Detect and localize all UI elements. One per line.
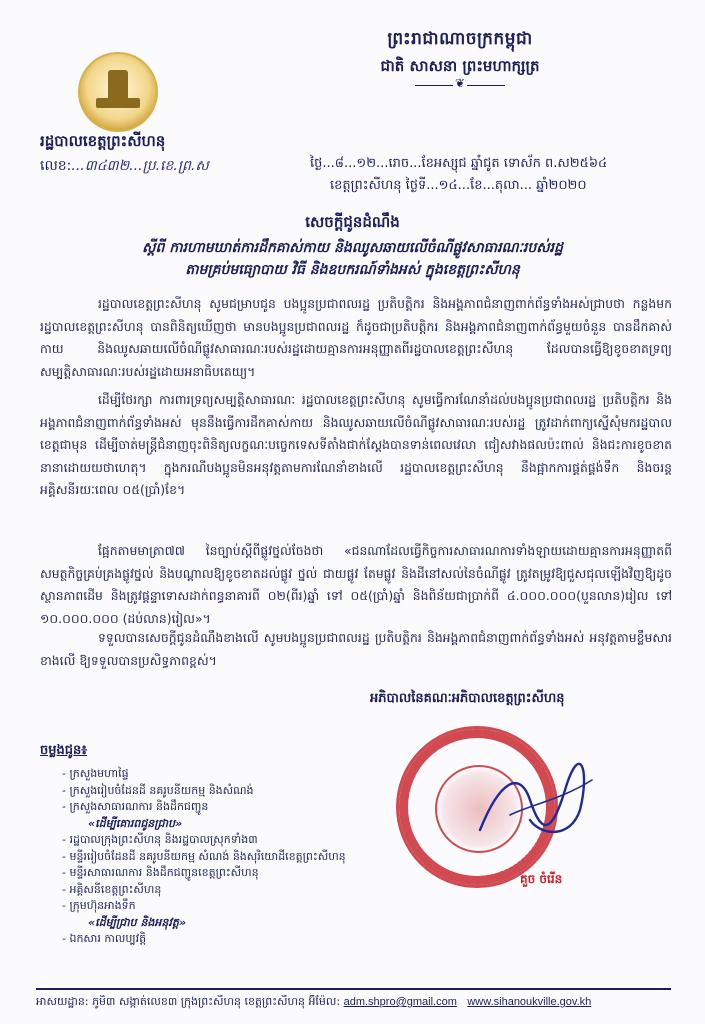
cc-item: - មន្ទីរសាធារណការ និងដឹកជញ្ជូនខេត្តព្រះសីហនុ	[62, 866, 259, 879]
sender-organization: រដ្ឋបាលខេត្តព្រះសីហនុ	[40, 132, 166, 150]
kingdom-name: ព្រះរាជាណាចក្រកម្ពុជា	[387, 29, 533, 49]
document-title: សេចក្ដីជូនដំណឹង	[305, 213, 400, 231]
footer	[36, 995, 676, 1011]
cc-item: - មន្ទីររៀបចំដែនដី នគរូបនីយកម្ម សំណង់ និងសុរិយោដីខេត្តព្រះសីហនុ	[62, 849, 346, 863]
cc-item: - អគ្គិសនីខេត្តព្រះសីហនុ	[62, 882, 162, 896]
kingdom-header	[280, 28, 640, 94]
emblem-base-icon	[96, 98, 140, 108]
cc-item: - ក្រុមហ៊ុនអាងទឹក	[62, 899, 136, 912]
cc-item: - ឯកសារ កាលប្បវត្តិ	[62, 932, 147, 945]
cc-note: «ដើម្បីជ្រាប និងអនុវត្ត»	[88, 915, 186, 929]
footer-website-link[interactable]: www.sihanoukville.gov.kh	[467, 996, 592, 1008]
cc-note: «ដើម្បីគោរពជូនជ្រាប»	[88, 816, 183, 830]
body-paragraph-4: ទទួលបានសេចក្ដីជូនដំណឹងខាងលើ សូមបងប្អូនប្រជាពលរដ្ឋ ប្រតិបត្តិករ និងអង្គភាពជំនាញពាក់ព័ន្ធទាំងអស់ អនុវត្តតាមខ្លឹមសារខាងលើ ឱ្យទទួលបានប្រសិទ្ធភាពខ្ពស់។	[40, 630, 672, 668]
subject-line-1: ស្ដីពី ការហាមឃាត់ការដឹកគាស់កាយ និងឈូសឆាយលើចំណីផ្លូវសាធារណៈរបស់រដ្ឋ	[142, 240, 563, 256]
decorative-divider	[415, 85, 505, 94]
body-paragraph-3: ផ្អែកតាមមាត្រា៧៧ នៃច្បាប់ស្ដីពីផ្លូវថ្នល់ចែងថា «ជនណាដែលធ្វើកិច្ចការសាធារណការទាំងឡាយដោយគ្មានការអនុញ្ញាតពីសមត្ថកិច្ចគ្រប់គ្រងផ្លូវថ្នល់ និងបណ្ដាលឱ្យខូចខាតដល់ផ្លូវ ថ្នល់ ជាយផ្លូវ តែមផ្លូវ និងដីនៅសល់នៃចំណីផ្លូវ ត្រូវតម្រូវឱ្យជួសជុលឡើងវិញឱ្យដូចស្ថានភាពដើម និងត្រូវផ្ដន្ទាទោសដាក់ពន្ធនាគារពី ០២(ពីរ)ឆ្នាំ ទៅ ០៥(ប្រាំ)ឆ្នាំ និងពិន័យជាប្រាក់ពី ៤.០០០.០០០(បួនលាន)រៀល ទៅ ១០.០០០.០០០ (ដប់លាន)រៀល»។	[40, 543, 673, 626]
national-motto: ជាតិ សាសនា ព្រះមហាក្សត្រ	[380, 57, 540, 75]
footer-divider	[36, 988, 671, 990]
signatory-title: អភិបាលនៃគណៈអភិបាលខេត្តព្រះសីហនុ	[370, 691, 565, 706]
provincial-emblem-logo	[78, 52, 158, 132]
cc-item: - ក្រសួងសាធារណការ និងដឹកជញ្ជូន	[62, 800, 209, 813]
solar-date: ខេត្តព្រះសីហនុ ថ្ងៃទី...១៤...ខែ...តុលា... ឆ្នាំ២០២០	[330, 178, 587, 193]
reference-label: លេខ:	[40, 158, 72, 174]
footer-address: អាសយដ្ឋាន: ភូមិ៣ សង្កាត់លេខ៣ ក្រុងព្រះសីហនុ ខេត្តព្រះសីហនុ អ៊ីម៉ែល:	[36, 995, 341, 1008]
cc-item: - រដ្ឋបាលក្រុងព្រះសីហនុ និងរដ្ឋបាលស្រុកទាំង៣	[62, 833, 258, 846]
reference-number	[40, 156, 209, 177]
signatory-name: គួច ចំរើន	[520, 872, 563, 886]
lunar-date: ថ្ងៃ...៨...១២...រោច...ខែអស្សុជ ឆ្នាំជូត ទោស័ក ព.ស២៥៦៤	[310, 156, 608, 171]
cc-list	[62, 766, 346, 948]
body-paragraph-1: រដ្ឋបាលខេត្តព្រះសីហនុ សូមជម្រាបជូន បងប្អូនប្រជាពលរដ្ឋ ប្រតិបត្តិករ និងអង្គភាពជំនាញពាក់ព័ន្ធទាំងអស់ជ្រាបថា កន្លងមក រដ្ឋបាលខេត្តព្រះសីហនុ បានពិនិត្យឃើញថា មានបងប្អូនប្រជាពលរដ្ឋ ក៏ដូចជាប្រតិបត្តិករ និងអង្គភាពជំនាញពាក់ព័ន្ធមួយចំនួន បានដឹកគាស់កាយ និងឈូសឆាយលើចំណីផ្លូវសាធារណៈរបស់រដ្ឋដោយគ្មានការអនុញ្ញាតពីរដ្ឋបាលខេត្តព្រះសីហនុ ដែលបានធ្វើឱ្យខូចខាតទ្រព្យសម្បត្តិសាធារណៈរបស់រដ្ឋដោយអនាធិបតេយ្យ។	[40, 296, 672, 379]
cc-item: - ក្រសួងមហាផ្ទៃ	[62, 767, 129, 780]
body-paragraph-2: ដើម្បីថែរក្សា ការពារទ្រព្យសម្បត្តិសាធារណៈ រដ្ឋបាលខេត្តព្រះសីហនុ សូមធ្វើការណែនាំដល់បងប្អូនប្រជាពលរដ្ឋ ប្រតិបត្តិករ និងអង្គភាពជំនាញពាក់ព័ន្ធទាំងអស់ មុននឹងធ្វើការដឹកគាស់កាយ និងឈូសឆាយលើចំណីផ្លូវសាធារណៈរបស់រដ្ឋ ត្រូវដាក់ពាក្យស្នើសុំមករដ្ឋបាលខេត្តជាមុន ដើម្បីចាត់មន្ត្រីជំនាញចុះពិនិត្យលក្ខណៈបច្ចេកទេសទីតាំងជាក់ស្ដែងបានទាន់ពេលវេលា ជៀសវាងផលប៉ះពាល់ និងជះការខូចខាតនានាដោយយថាហេតុ។ ក្នុងករណីបងប្អូនមិនអនុវត្តតាមការណែនាំខាងលើ រដ្ឋបាលខេត្តព្រះសីហនុ នឹងផ្អាកការផ្គត់ផ្គង់ទឹក និងចរន្តអគ្គិសនីរយៈពេល ០៥(ប្រាំ)ខែ។	[40, 392, 672, 497]
subject-line-2: តាមគ្រប់មធ្យោបាយ វិធី និងឧបករណ៍ទាំងអស់ ក្នុងខេត្តព្រះសីហនុ	[185, 262, 520, 278]
cc-item: - ក្រសួងរៀបចំដែនដី នគរូបនីយកម្ម និងសំណង់	[62, 783, 254, 797]
emblem-tower-icon	[108, 70, 128, 100]
footer-email-link[interactable]: adm.shpro@gmail.com	[343, 996, 457, 1008]
handwritten-signature	[470, 760, 600, 850]
cc-heading: ចម្លងជូន៖	[40, 743, 87, 758]
reference-value: ...៣៤៣២...ប្រ.ខេ.ព្រ.ស	[71, 158, 209, 174]
